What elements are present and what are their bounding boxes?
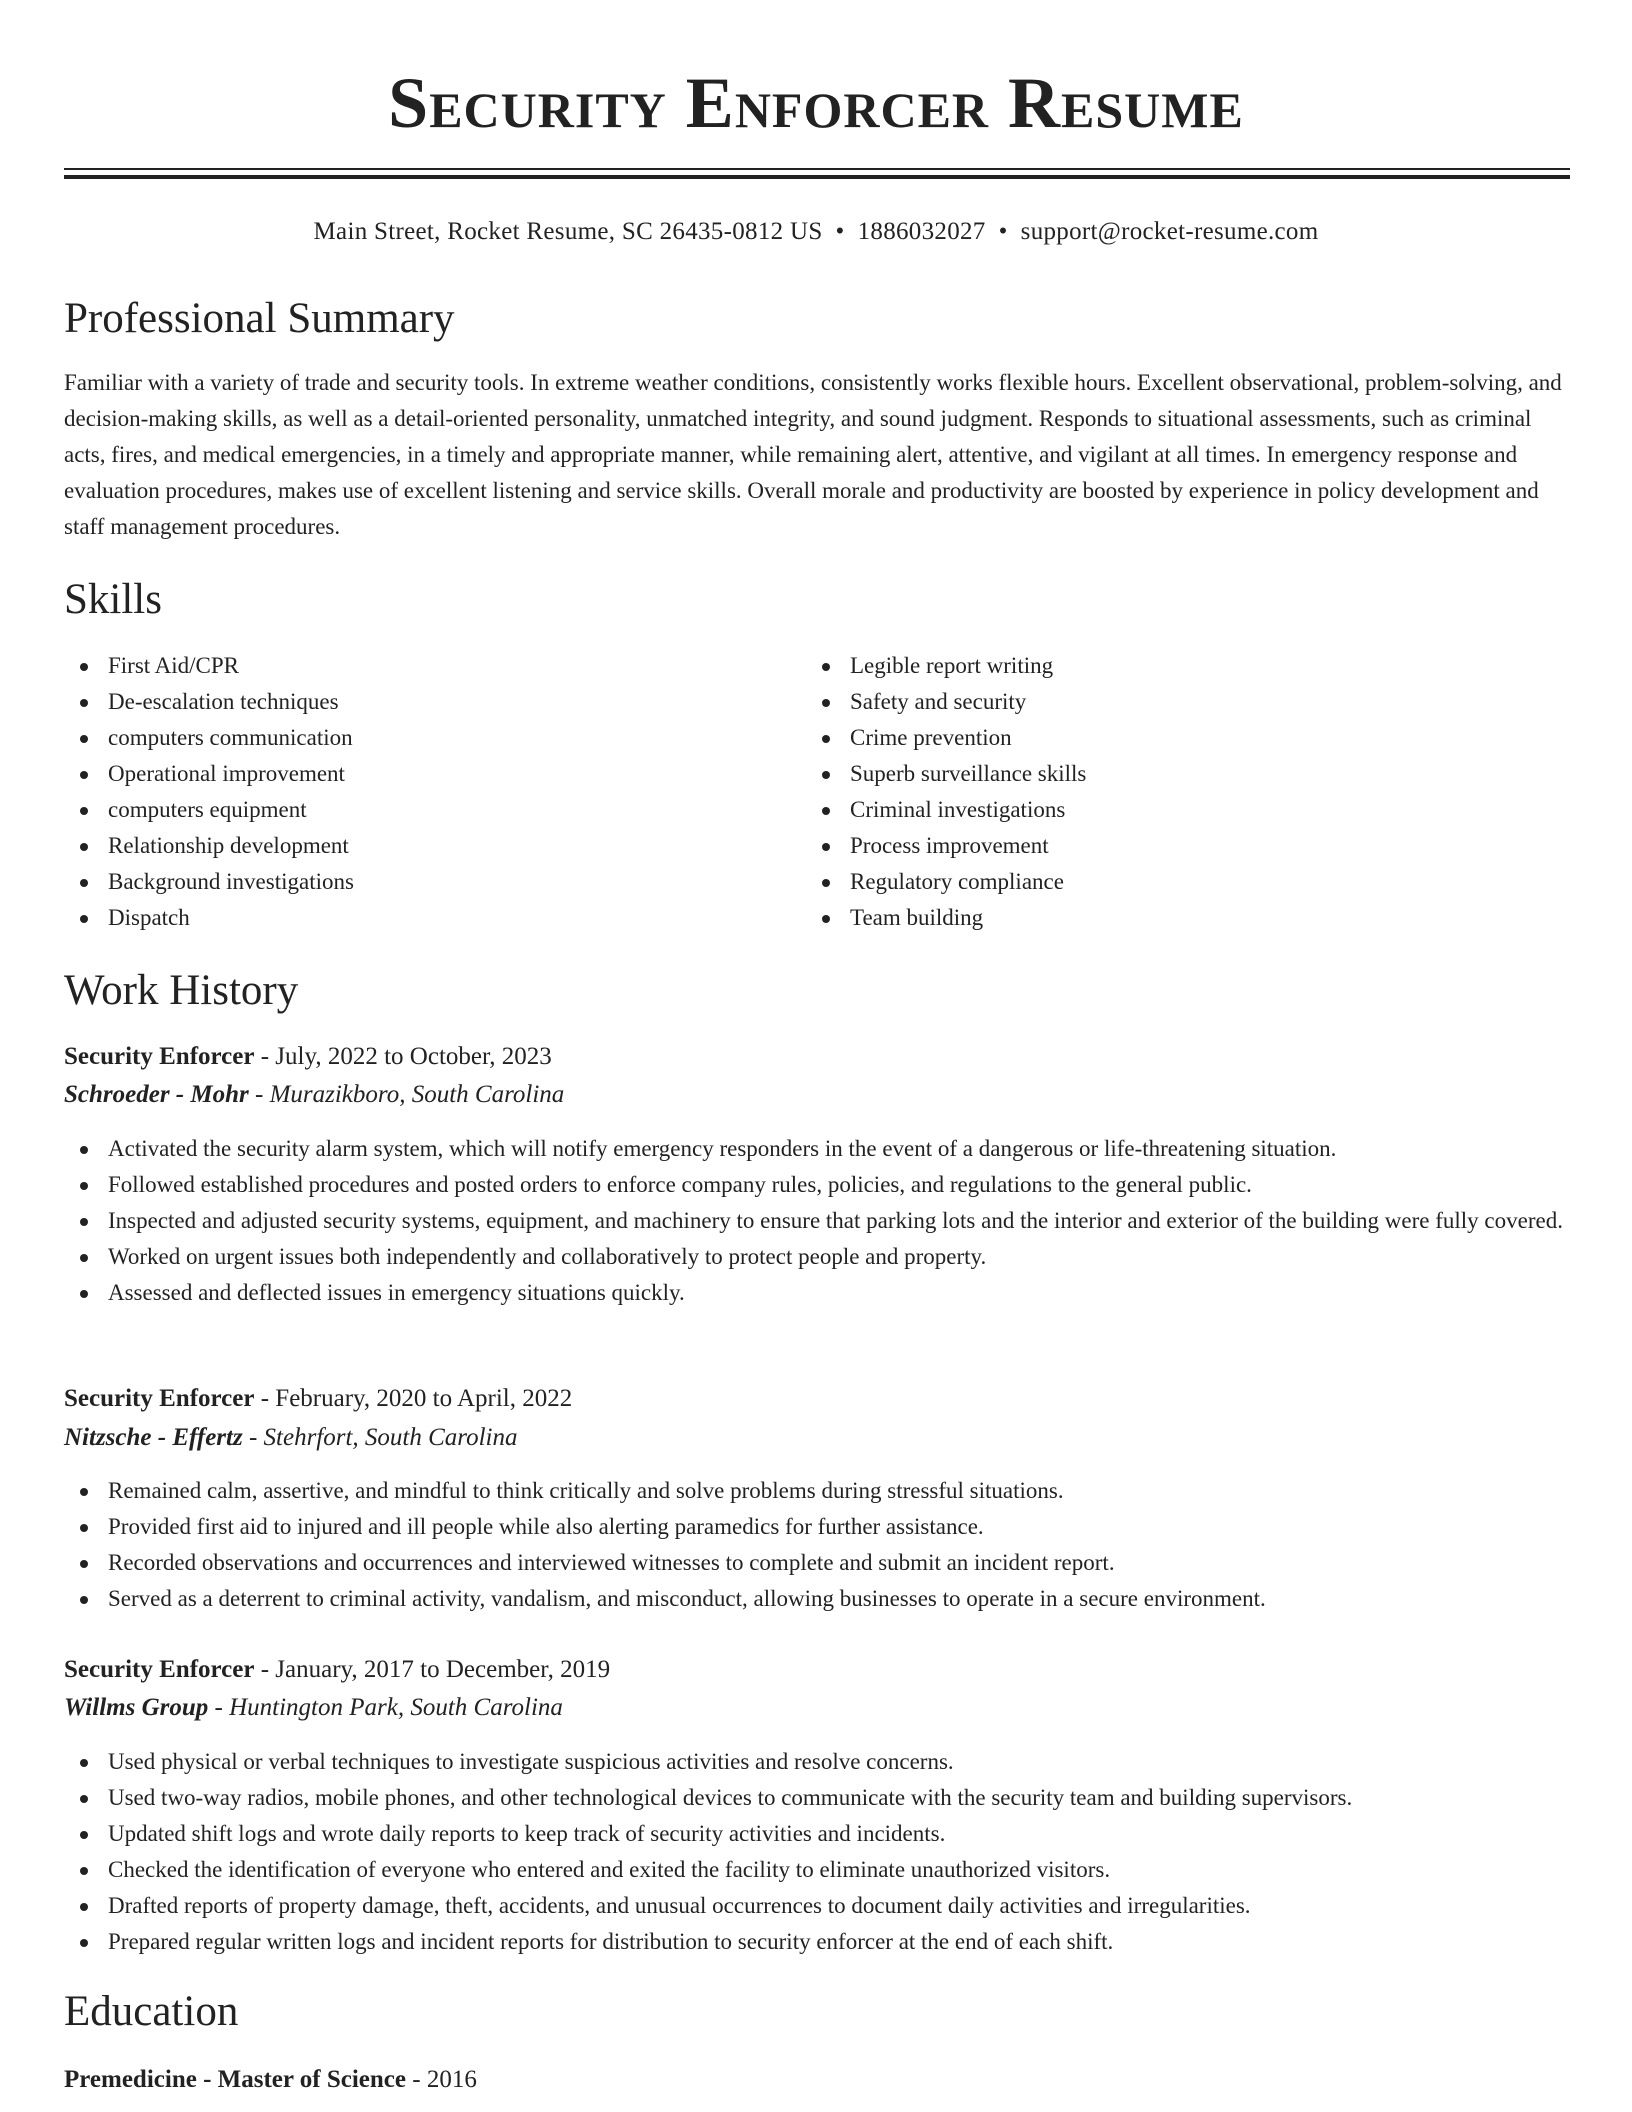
skills-heading: Skills [64, 576, 162, 623]
job-duty-item: Prepared regular written logs and incident reports for distribution to security enforcer at the end of each shift. [64, 1924, 1570, 1960]
skill-item: Dispatch [64, 900, 764, 936]
job-location: - Stehrfort, South Carolina [242, 1424, 518, 1451]
skill-item: Operational improvement [64, 756, 764, 792]
contact-separator: • [835, 218, 845, 245]
job-duty-item: Activated the security alarm system, which will notify emergency responders in the event of a dangerous or life-threatening situation. [64, 1131, 1570, 1167]
job-duty-item: Drafted reports of property damage, theft, accidents, and unusual occurrences to document daily activities and irregularities. [64, 1888, 1570, 1924]
job-dates: - July, 2022 to October, 2023 [254, 1043, 552, 1070]
skill-item: Regulatory compliance [806, 864, 1506, 900]
education-year: - 2016 [406, 2066, 477, 2093]
job-dates: - January, 2017 to December, 2019 [254, 1656, 611, 1683]
job-duty-item: Inspected and adjusted security systems, equipment, and machinery to ensure that parking lots and the interior and exterior of the building were fully covered. [64, 1203, 1570, 1239]
job-title: Security Enforcer [64, 1385, 255, 1412]
job-duty-item: Served as a deterrent to criminal activity, vandalism, and misconduct, allowing businesses to operate in a secure environment. [64, 1581, 1570, 1617]
education-entry [64, 2062, 477, 2098]
job-company-line [64, 1690, 563, 1726]
job-duty-item: Updated shift logs and wrote daily reports to keep track of security activities and incidents. [64, 1816, 1570, 1852]
education-degree: Premedicine - Master of Science [64, 2066, 407, 2093]
skill-item: Relationship development [64, 828, 764, 864]
contact-phone: 1886032027 [857, 218, 986, 245]
job-dates: - February, 2020 to April, 2022 [254, 1385, 573, 1412]
job-company: Schroeder - Mohr [64, 1081, 249, 1108]
job-duty-item: Checked the identification of everyone who entered and exited the facility to eliminate unauthorized visitors. [64, 1852, 1570, 1888]
summary-heading: Professional Summary [64, 295, 455, 342]
job-duty-item: Recorded observations and occurrences and interviewed witnesses to complete and submit an incident report. [64, 1545, 1570, 1581]
skills-list-left [64, 648, 764, 936]
job-duty-item: Used physical or verbal techniques to investigate suspicious activities and resolve concerns. [64, 1744, 1570, 1780]
contact-separator: • [998, 218, 1008, 245]
job-duty-item: Worked on urgent issues both independently and collaboratively to protect people and property. [64, 1239, 1570, 1275]
contact-address: Main Street, Rocket Resume, SC 26435-0812 US [313, 218, 823, 245]
job-title-line [64, 1652, 610, 1688]
job-duty-item: Assessed and deflected issues in emergency situations quickly. [64, 1275, 1570, 1311]
job-location: - Huntington Park, South Carolina [208, 1694, 563, 1721]
title-divider-thin [64, 168, 1570, 170]
education-heading: Education [64, 1988, 239, 2035]
skill-item: Team building [806, 900, 1506, 936]
contact-email: support@rocket-resume.com [1020, 218, 1319, 245]
job-company: Nitzsche - Effertz [64, 1424, 243, 1451]
job-company-line [64, 1420, 517, 1456]
job-duty-item: Remained calm, assertive, and mindful to think critically and solve problems during stressful situations. [64, 1473, 1570, 1509]
job-location: - Murazikboro, South Carolina [248, 1081, 565, 1108]
skill-item: Superb surveillance skills [806, 756, 1506, 792]
resume-title: Security Enforcer Resume [388, 63, 1244, 143]
job-title-line [64, 1039, 552, 1075]
skill-item: Criminal investigations [806, 792, 1506, 828]
work-history-heading: Work History [64, 967, 299, 1014]
skill-item: Process improvement [806, 828, 1506, 864]
skill-item: computers equipment [64, 792, 764, 828]
title-divider-thick [64, 175, 1570, 179]
skill-item: Crime prevention [806, 720, 1506, 756]
skill-item: Background investigations [64, 864, 764, 900]
job-duty-item: Used two-way radios, mobile phones, and other technological devices to communicate with the security team and building supervisors. [64, 1780, 1570, 1816]
skill-item: First Aid/CPR [64, 648, 764, 684]
skill-item: computers communication [64, 720, 764, 756]
job-duty-item: Followed established procedures and posted orders to enforce company rules, policies, and regulations to the general public. [64, 1167, 1570, 1203]
job-duties-list [64, 1473, 1570, 1617]
skill-item: Legible report writing [806, 648, 1506, 684]
skills-list-right [806, 648, 1506, 936]
summary-text: Familiar with a variety of trade and security tools. In extreme weather conditions, consistently works flexible hours. Excellent observational, problem-solving, and decision-making skills, as well as a detail-oriented personality, unmatched integrity, and sound judgment. Responds to situational assessments, such as criminal acts, fires, and medical emergencies, in a timely and appropriate manner, while remaining alert, attentive, and vigilant at all times. In emergency response and evaluation procedures, makes use of excellent listening and service skills. Overall morale and productivity are boosted by experience in policy development and staff management procedures. [64, 370, 1562, 539]
job-duties-list [64, 1131, 1570, 1311]
skill-item: De-escalation techniques [64, 684, 764, 720]
job-title-line [64, 1381, 572, 1417]
job-duty-item: Provided first aid to injured and ill people while also alerting paramedics for further assistance. [64, 1509, 1570, 1545]
job-company-line [64, 1077, 564, 1113]
contact-line [64, 214, 1568, 250]
skill-item: Safety and security [806, 684, 1506, 720]
job-title: Security Enforcer [64, 1043, 255, 1070]
job-company: Willms Group [64, 1694, 209, 1721]
job-duties-list [64, 1744, 1570, 1960]
job-title: Security Enforcer [64, 1656, 255, 1683]
